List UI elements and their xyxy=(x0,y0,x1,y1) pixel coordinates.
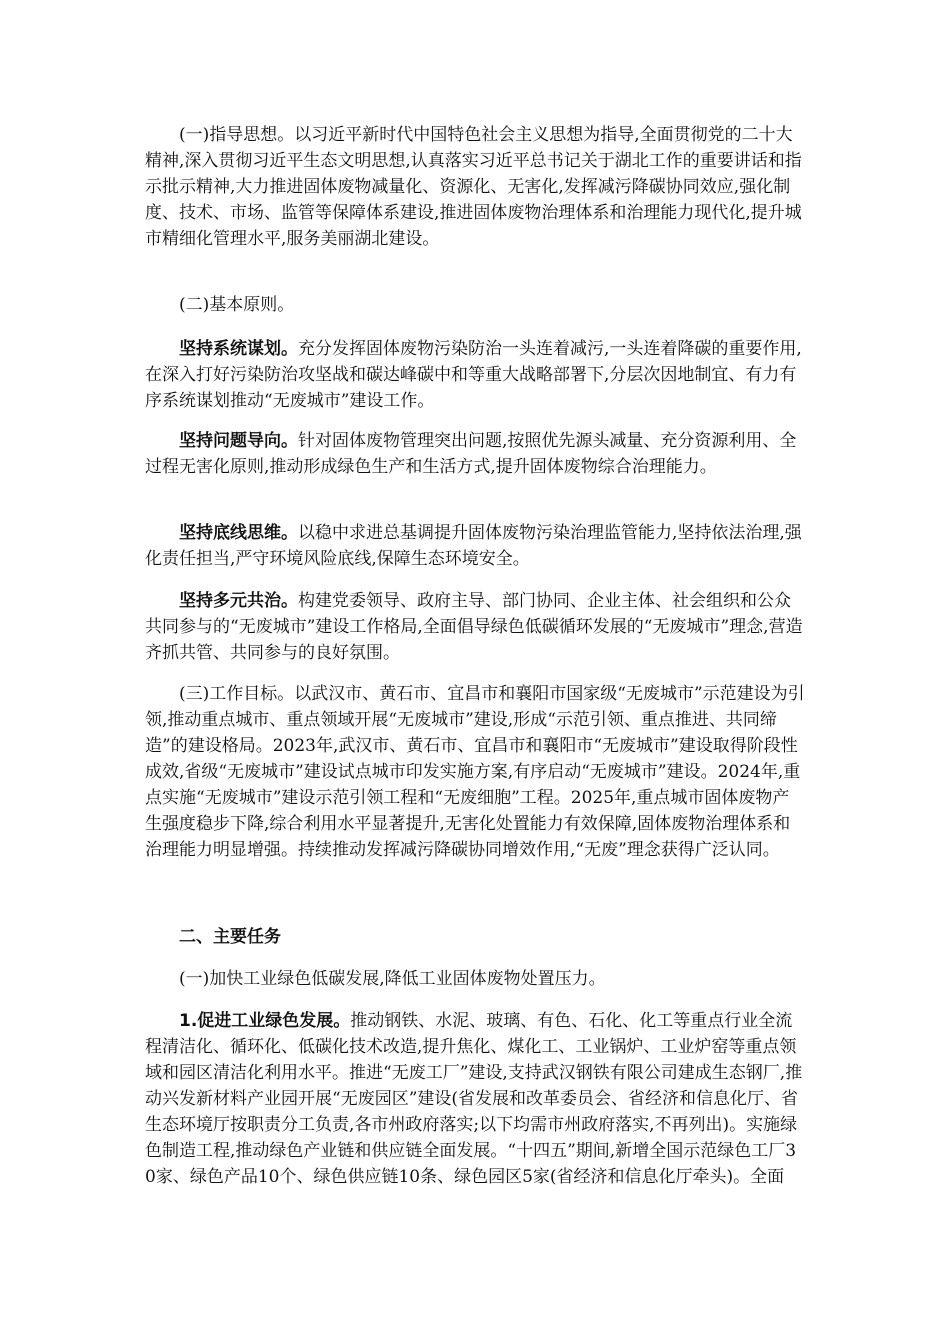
paragraph-text: (二)基本原则。 xyxy=(179,295,295,315)
paragraph-problem-oriented xyxy=(145,428,805,480)
section-heading-main-tasks xyxy=(145,924,805,950)
paragraph-co-governance xyxy=(145,588,805,666)
paragraph-promote-industrial-green xyxy=(145,1008,805,1190)
paragraph-guiding-ideology xyxy=(145,122,805,252)
paragraph-lead: 坚持底线思维。 xyxy=(179,523,298,543)
paragraph-text: 推动钢铁、水泥、玻璃、有色、石化、化工等重点行业全流程清洁化、循环化、低碳化技术改造,提升焦化、煤化工、工业锅炉、工业炉窑等重点领域和园区清洁化利用水平。推进“无废工厂”建设,支持武汉钢铁有限公司建成生态钢厂,推动兴发新材料产业园开展“无废园区”建设(省发展和改革委员会、省经济和信息化厅、省生态环境厅按职责分工负责,各市州政府落实;以下均需市州政府落实,不再列出)。实施绿色制造工程,推动绿色产业链和供应链全面发展。“十四五”期间,新增全国示范绿色工厂30家、绿色产品10个、绿色供应链10条、绿色园区5家(省经济和信息化厅牵头)。全面 xyxy=(145,1011,803,1187)
paragraph-industrial-green xyxy=(145,966,805,992)
paragraph-lead: 坚持多元共治。 xyxy=(179,591,298,611)
paragraph-lead: 坚持问题导向。 xyxy=(179,431,298,451)
paragraph-bottom-line xyxy=(145,520,805,572)
paragraph-text: (一)指导思想。以习近平新时代中国特色社会主义思想为指导,全面贯彻党的二十大精神,深入贯彻习近平生态文明思想,认真落实习近平总书记关于湖北工作的重要讲话和指示批示精神,大力推进固体废物减量化、资源化、无害化,发挥减污降碳协同效应,强化制度、技术、市场、监管等保障体系建设,推进固体废物治理体系和治理能力现代化,提升城市精细化管理水平,服务美丽湖北建设。 xyxy=(145,125,802,249)
section-heading: 二、主要任务 xyxy=(179,927,281,947)
paragraph-basic-principles xyxy=(145,292,805,318)
paragraph-text: 以稳中求进总基调提升固体废物污染治理监管能力,坚持依法治理,强化责任担当,严守环境风险底线,保障生态环境安全。 xyxy=(145,523,802,569)
paragraph-text: 充分发挥固体废物污染防治一头连着减污,一头连着降碳的重要作用,在深入打好污染防治攻坚战和碳达峰碳中和等重大战略部署下,分层次因地制宜、有力有序系统谋划推动“无废城市”建设工作。 xyxy=(145,339,802,411)
paragraph-text: 构建党委领导、政府主导、部门协同、企业主体、社会组织和公众共同参与的“无废城市”建设工作格局,全面倡导绿色低碳循环发展的“无废城市”理念,营造齐抓共管、共同参与的良好氛围。 xyxy=(145,591,803,663)
paragraph-work-goals xyxy=(145,681,805,863)
paragraph-lead: 坚持系统谋划。 xyxy=(179,339,298,359)
paragraph-lead: 1.促进工业绿色发展。 xyxy=(179,1011,351,1031)
paragraph-text: (三)工作目标。以武汉市、黄石市、宜昌市和襄阳市国家级“无废城市”示范建设为引领,推动重点城市、重点领域开展“无废城市”建设,形成“示范引领、重点推进、共同缔造”的建设格局。2023年,武汉市、黄石市、宜昌市和襄阳市“无废城市”建设取得阶段性成效,省级“无废城市”建设试点城市印发实施方案,有序启动“无废城市”建设。2024年,重点实施“无废城市”建设示范引领工程和“无废细胞”工程。2025年,重点城市固体废物产生强度稳步下降,综合利用水平显著提升,无害化处置能力有效保障,固体废物治理体系和治理能力明显增强。持续推动发挥减污降碳协同增效作用,“无废”理念获得广泛认同。 xyxy=(145,684,805,860)
paragraph-system-planning xyxy=(145,336,805,414)
paragraph-text: 针对固体废物管理突出问题,按照优先源头减量、充分资源利用、全过程无害化原则,推动形成绿色生产和生活方式,提升固体废物综合治理能力。 xyxy=(145,431,797,477)
paragraph-text: (一)加快工业绿色低碳发展,降低工业固体废物处置压力。 xyxy=(179,969,606,989)
